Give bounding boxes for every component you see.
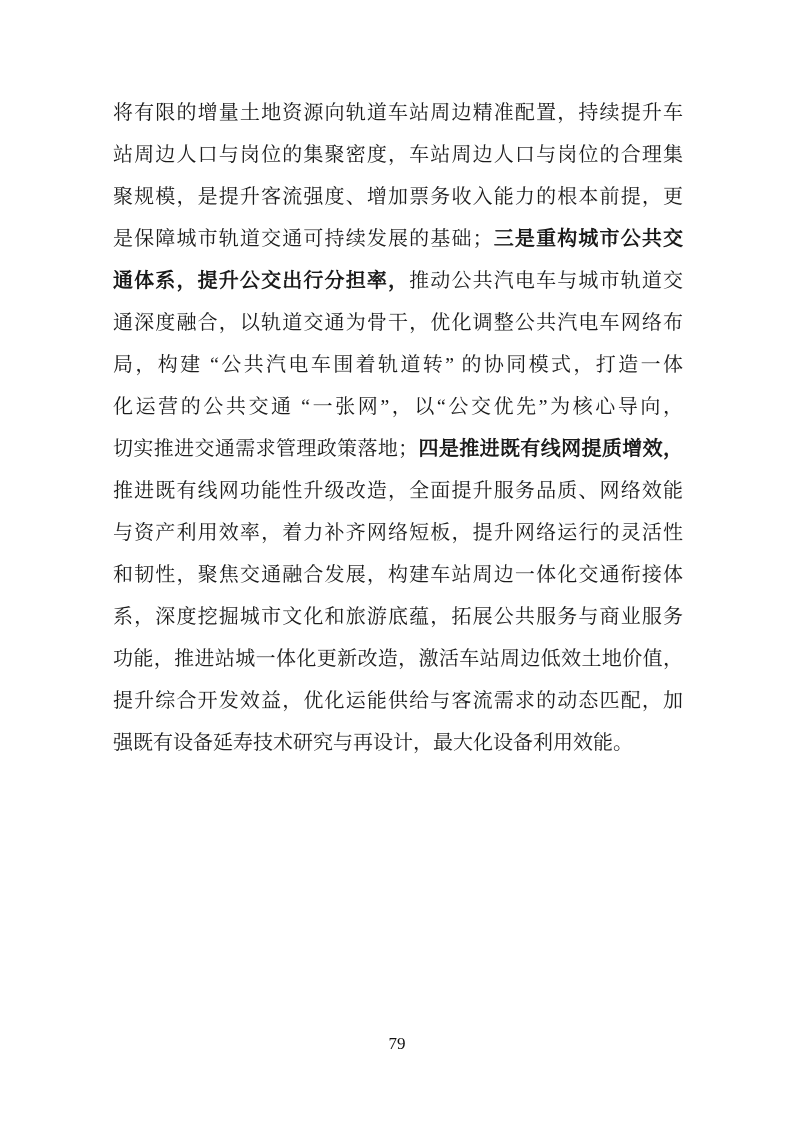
body-text: 提升综合开发效益，优化运能供给与客流需求的动态匹配，加 bbox=[113, 690, 683, 712]
body-text: 系，深度挖掘城市文化和旅游底蕴，拓展公共服务与商业服务 bbox=[113, 606, 683, 628]
paragraph-line bbox=[113, 428, 683, 470]
body-text: 推动公共汽电车与城市轨道交 bbox=[409, 270, 684, 292]
body-text: 将有限的增量土地资源向轨道车站周边精准配置，持续提升车 bbox=[113, 102, 683, 124]
paragraph-line bbox=[113, 512, 683, 554]
paragraph-line bbox=[113, 680, 683, 722]
body-text: 站周边人口与岗位的集聚密度，车站周边人口与岗位的合理集 bbox=[113, 144, 683, 166]
emphasis-text: 四是推进既有线网提质增效， bbox=[418, 438, 684, 460]
paragraph-line bbox=[113, 638, 683, 680]
emphasis-text: 三是重构城市公共交 bbox=[492, 228, 684, 250]
body-text: 切实推进交通需求管理政策落地； bbox=[113, 438, 419, 460]
paragraph-line bbox=[113, 218, 683, 260]
paragraph-line bbox=[113, 386, 683, 428]
paragraph-line bbox=[113, 344, 683, 386]
body-text: 与资产利用效率，着力补齐网络短板，提升网络运行的灵活性 bbox=[113, 522, 683, 544]
paragraph-line bbox=[113, 554, 683, 596]
body-text: 局，构建 “公共汽电车围着轨道转” 的协同模式，打造一体 bbox=[113, 354, 683, 376]
paragraph-line bbox=[113, 176, 683, 218]
paragraph bbox=[113, 92, 683, 764]
body-text: 聚规模，是提升客流强度、增加票务收入能力的根本前提，更 bbox=[113, 186, 683, 208]
paragraph-line bbox=[113, 722, 683, 764]
page-number: 79 bbox=[388, 1034, 406, 1053]
paragraph-line bbox=[113, 92, 683, 134]
paragraph-line bbox=[113, 134, 683, 176]
body-text: 化运营的公共交通 “一张网”，以“公交优先”为核心导向， bbox=[113, 396, 683, 418]
paragraph-line bbox=[113, 470, 683, 512]
body-text: 功能，推进站城一体化更新改造，激活车站周边低效土地价值， bbox=[113, 648, 683, 670]
paragraph-line bbox=[113, 302, 683, 344]
paragraph-line bbox=[113, 260, 683, 302]
body-text: 通深度融合，以轨道交通为骨干，优化调整公共汽电车网络布 bbox=[113, 312, 683, 334]
body-text: 推进既有线网功能性升级改造，全面提升服务品质、网络效能 bbox=[113, 480, 683, 502]
paragraph-line bbox=[113, 596, 683, 638]
body-text: 是保障城市轨道交通可持续发展的基础； bbox=[113, 228, 493, 250]
emphasis-text: 通体系，提升公交出行分担率， bbox=[113, 270, 410, 292]
body-text: 强既有设备延寿技术研究与再设计，最大化设备利用效能。 bbox=[113, 732, 633, 754]
body-text: 和韧性，聚焦交通融合发展，构建车站周边一体化交通衔接体 bbox=[113, 564, 683, 586]
